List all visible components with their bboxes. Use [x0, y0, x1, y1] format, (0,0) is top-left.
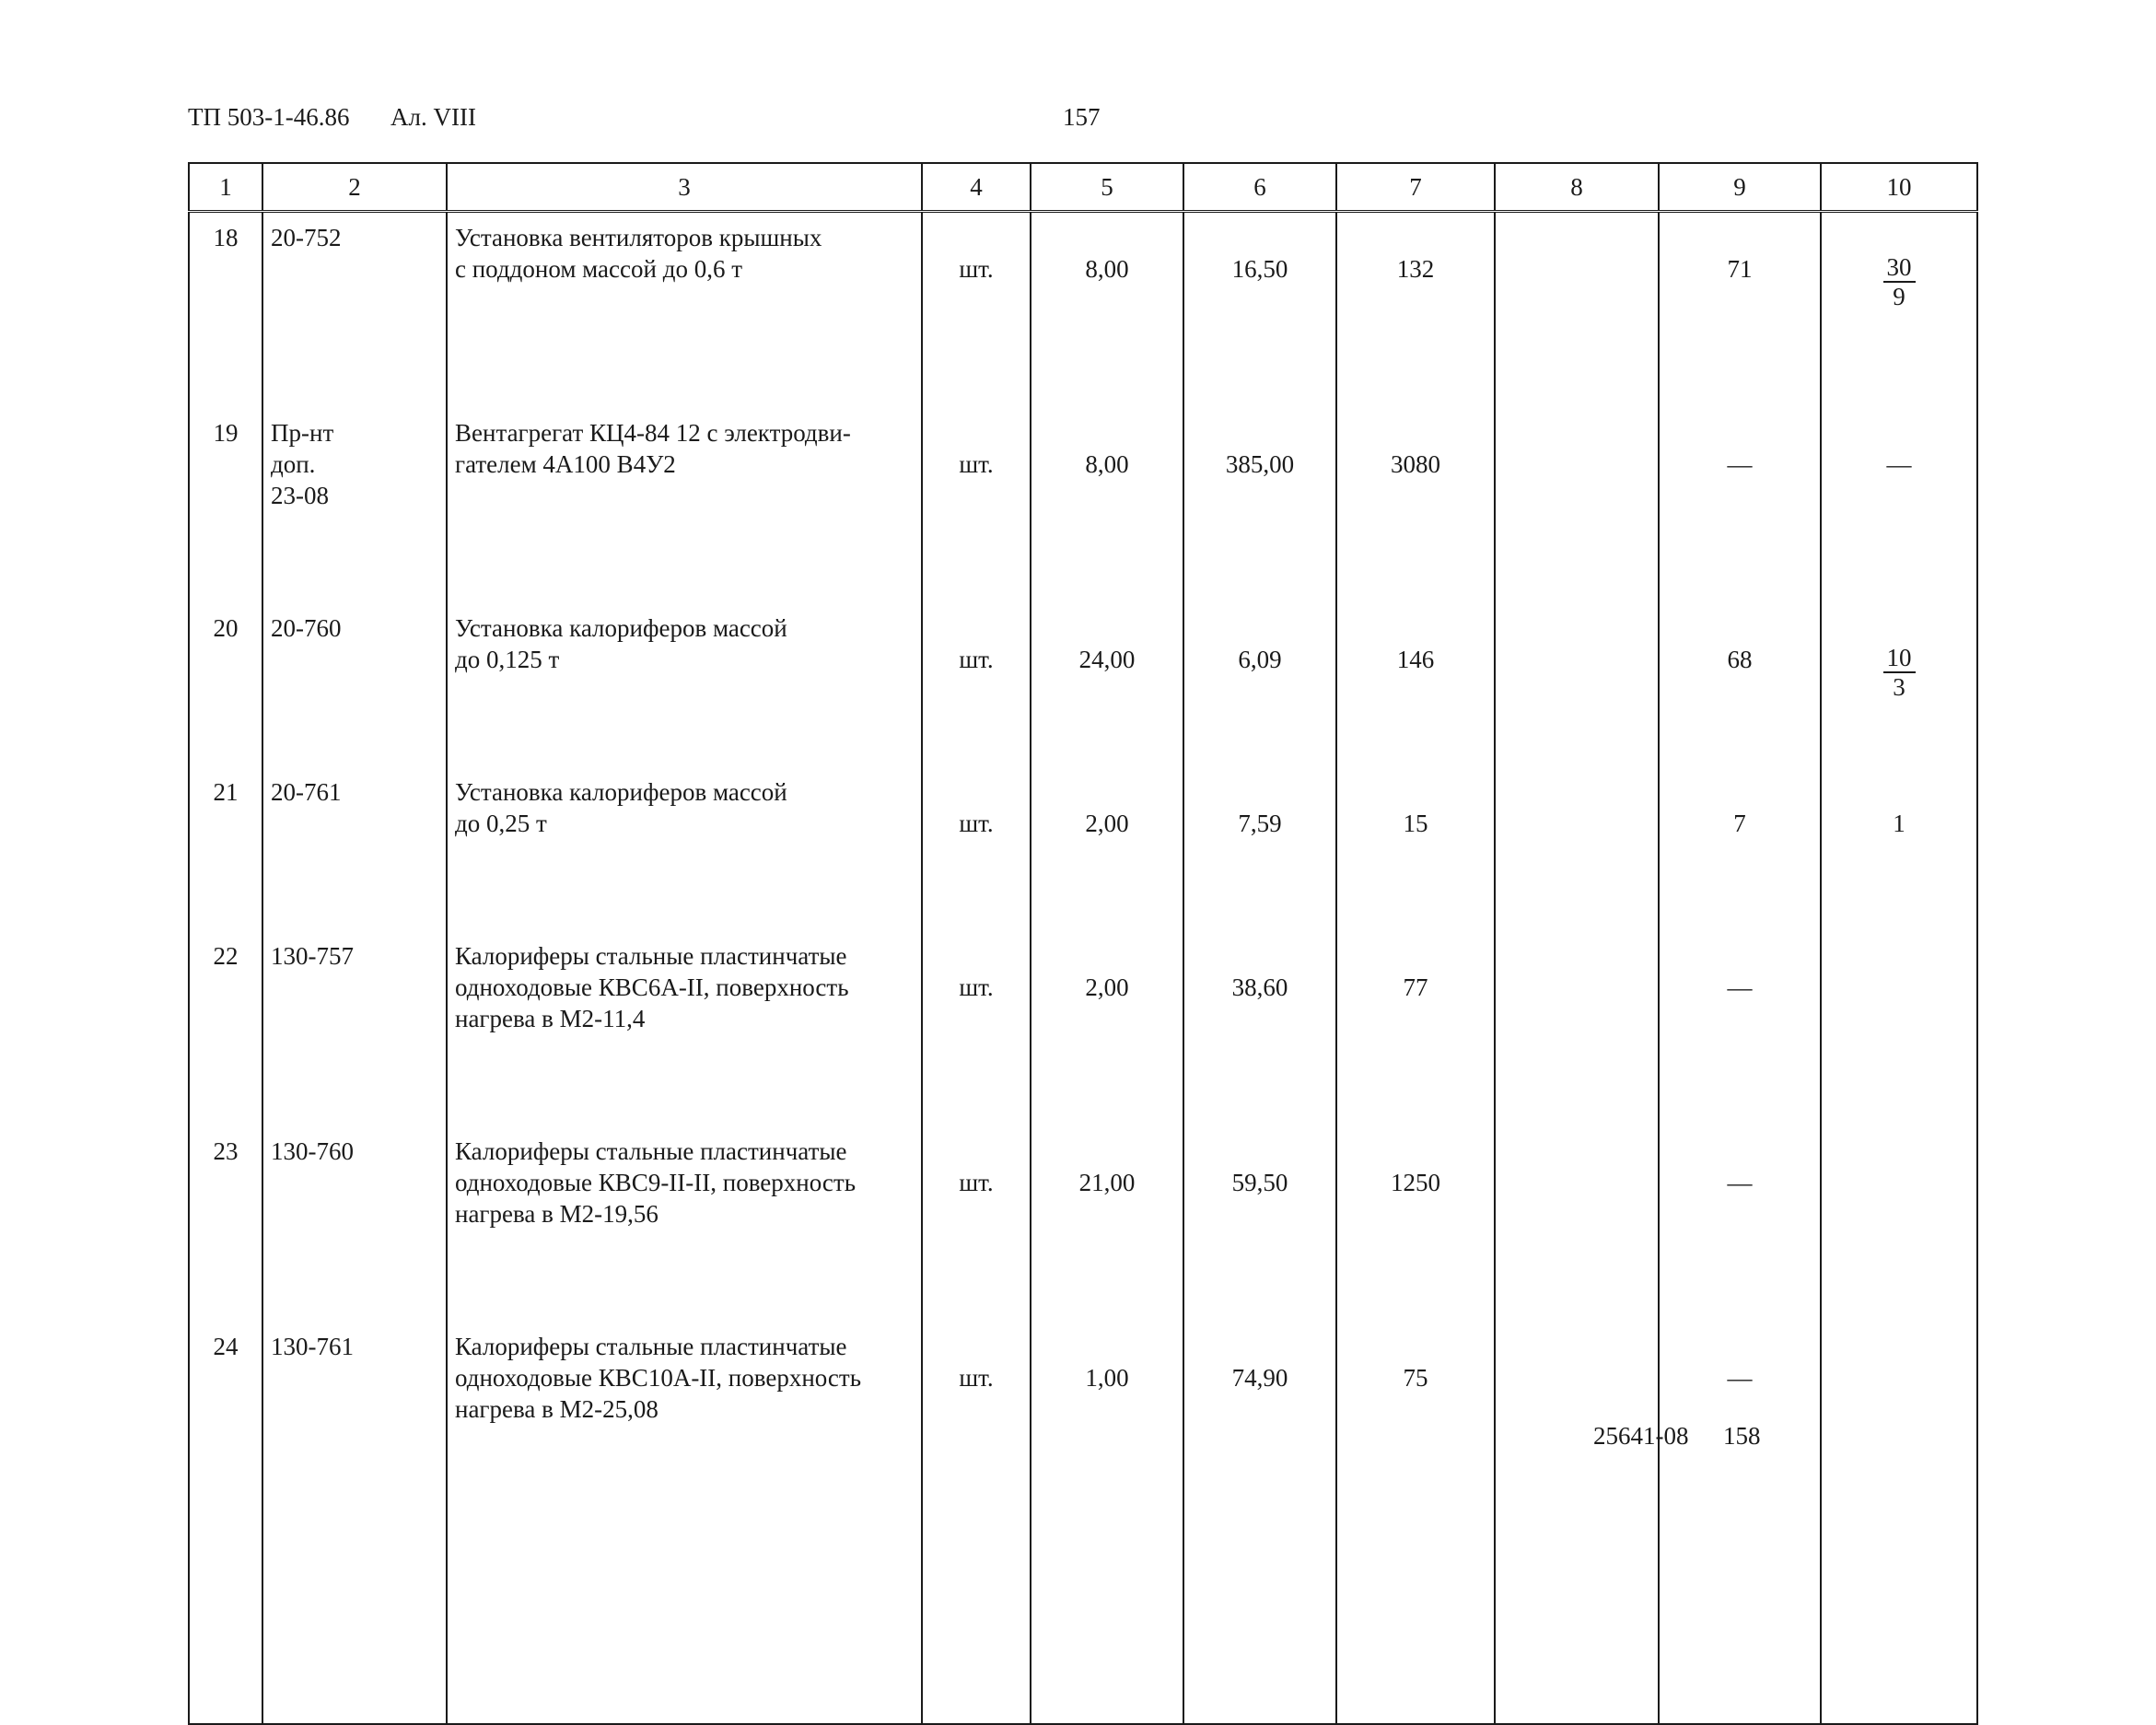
quantity: 2,00 [1085, 973, 1129, 1001]
table-row [189, 767, 1977, 931]
fraction [1883, 644, 1916, 701]
unit-cell [922, 1322, 1031, 1517]
row-number-cell [189, 212, 262, 409]
unit: шт. [959, 1364, 994, 1392]
unit-cell [922, 212, 1031, 409]
column-header: 3 [447, 163, 922, 212]
column-10-value: 1 [1893, 810, 1905, 837]
total: 146 [1396, 646, 1435, 673]
row-number: 20 [213, 614, 239, 642]
empty-cell [922, 1517, 1031, 1724]
quantity: 8,00 [1085, 255, 1129, 283]
column-header: 10 [1821, 163, 1977, 212]
empty-cell [1336, 1517, 1495, 1724]
unit-price-cell [1183, 1322, 1336, 1517]
description-line: Калориферы стальные пластинчатые [455, 942, 847, 970]
table-row [189, 603, 1977, 767]
quantity-cell [1031, 212, 1183, 409]
column-9-value: 71 [1727, 255, 1753, 283]
code-line: 20-752 [271, 224, 342, 251]
code-cell [262, 408, 447, 603]
table-row [189, 1322, 1977, 1517]
code-cell [262, 1126, 447, 1322]
column-header: 6 [1183, 163, 1336, 212]
code-line: 20-761 [271, 778, 342, 806]
description-cell [447, 408, 922, 603]
code-line: 130-761 [271, 1333, 354, 1360]
column-header: 8 [1495, 163, 1659, 212]
total: 3080 [1391, 450, 1440, 478]
description-line: нагрева в М2-25,08 [455, 1395, 658, 1423]
unit-price: 16,50 [1231, 255, 1288, 283]
total-cell [1336, 767, 1495, 931]
quantity: 8,00 [1085, 450, 1129, 478]
code-line: 20-760 [271, 614, 342, 642]
column-9-value: — [1727, 1169, 1753, 1196]
column-9-value: — [1727, 1364, 1753, 1392]
description-cell [447, 212, 922, 409]
quantity-cell [1031, 408, 1183, 603]
table-row [189, 931, 1977, 1126]
unit-price-cell [1183, 767, 1336, 931]
code-line: 23-08 [271, 482, 329, 509]
description-cell [447, 1322, 922, 1517]
empty-cell [1183, 1517, 1336, 1724]
unit-price-cell [1183, 408, 1336, 603]
total-cell [1336, 212, 1495, 409]
row-number: 23 [213, 1137, 239, 1165]
column-8-cell [1495, 767, 1659, 931]
code-cell [262, 212, 447, 409]
description-cell [447, 603, 922, 767]
column-8-cell [1495, 212, 1659, 409]
quantity-cell [1031, 931, 1183, 1126]
quantity: 2,00 [1085, 810, 1129, 837]
code-line: Пр-нт [271, 419, 334, 447]
empty-cell [1659, 1517, 1821, 1724]
row-number-cell [189, 767, 262, 931]
column-9-value: 7 [1733, 810, 1746, 837]
fraction-numerator: 30 [1883, 253, 1916, 283]
quantity: 1,00 [1085, 1364, 1129, 1392]
total: 132 [1396, 255, 1435, 283]
unit: шт. [959, 646, 994, 673]
column-8-cell [1495, 603, 1659, 767]
column-10-cell [1821, 1322, 1977, 1517]
column-header: 2 [262, 163, 447, 212]
unit-cell [922, 408, 1031, 603]
unit: шт. [959, 810, 994, 837]
row-number: 19 [213, 419, 239, 447]
column-9-cell [1659, 931, 1821, 1126]
total-cell [1336, 931, 1495, 1126]
column-9-cell [1659, 408, 1821, 603]
column-10-cell [1821, 767, 1977, 931]
empty-cell [447, 1517, 922, 1724]
quantity-cell [1031, 1126, 1183, 1322]
empty-cell [1495, 1517, 1659, 1724]
code-cell [262, 767, 447, 931]
unit: шт. [959, 255, 994, 283]
specification-table [188, 162, 1978, 1725]
code-cell [262, 603, 447, 767]
total-cell [1336, 1126, 1495, 1322]
code-cell [262, 1322, 447, 1517]
description-line: Установка вентиляторов крышных [455, 224, 822, 251]
column-header: 1 [189, 163, 262, 212]
column-header: 4 [922, 163, 1031, 212]
column-8-cell [1495, 408, 1659, 603]
row-number: 24 [213, 1333, 239, 1360]
unit-cell [922, 1126, 1031, 1322]
description-line: Калориферы стальные пластинчатые [455, 1137, 847, 1165]
row-number-cell [189, 1126, 262, 1322]
empty-cell [1821, 1517, 1977, 1724]
unit: шт. [959, 1169, 994, 1196]
total: 75 [1403, 1364, 1428, 1392]
description-line: одноходовые КВС10А-II, поверхность [455, 1364, 862, 1392]
row-number-cell [189, 408, 262, 603]
column-9-cell [1659, 603, 1821, 767]
unit-price: 59,50 [1231, 1169, 1288, 1196]
description-line: гателем 4А100 В4У2 [455, 450, 676, 478]
row-number: 22 [213, 942, 239, 970]
unit-cell [922, 931, 1031, 1126]
description-line: до 0,25 т [455, 810, 547, 837]
column-9-value: — [1727, 973, 1753, 1001]
column-8-cell [1495, 1126, 1659, 1322]
empty-cell [189, 1517, 262, 1724]
column-10-cell [1821, 1126, 1977, 1322]
unit-price: 7,59 [1238, 810, 1282, 837]
column-8-cell [1495, 1322, 1659, 1517]
total: 1250 [1391, 1169, 1440, 1196]
row-number-cell [189, 603, 262, 767]
quantity: 24,00 [1078, 646, 1136, 673]
total: 15 [1403, 810, 1428, 837]
total: 77 [1403, 973, 1428, 1001]
column-9-cell [1659, 1322, 1821, 1517]
description-line: одноходовые КВС9-II-II, поверхность [455, 1169, 857, 1196]
code-line: доп. [271, 450, 316, 478]
unit: шт. [959, 973, 994, 1001]
column-9-value: 68 [1727, 646, 1753, 673]
unit-cell [922, 603, 1031, 767]
unit-price-cell [1183, 1126, 1336, 1322]
description-line: с поддоном массой до 0,6 т [455, 255, 742, 283]
description-line: до 0,125 т [455, 646, 560, 673]
code-cell [262, 931, 447, 1126]
unit-cell [922, 767, 1031, 931]
description-line: Калориферы стальные пластинчатые [455, 1333, 847, 1360]
album-number: Ал. VIII [390, 103, 476, 131]
row-number: 21 [213, 778, 239, 806]
description-cell [447, 767, 922, 931]
description-line: Установка калориферов массой [455, 778, 787, 806]
fraction-denominator: 3 [1893, 673, 1905, 701]
document-code: ТП 503-1-46.86 [188, 103, 350, 131]
quantity-cell [1031, 603, 1183, 767]
column-9-cell [1659, 212, 1821, 409]
column-header: 5 [1031, 163, 1183, 212]
total-cell [1336, 408, 1495, 603]
column-10-cell [1821, 603, 1977, 767]
description-line: Вентагрегат КЦ4-84 12 с электродви- [455, 419, 851, 447]
sheet-code: 25641-08 [1593, 1422, 1689, 1450]
fraction-numerator: 10 [1883, 644, 1916, 673]
column-10-cell [1821, 931, 1977, 1126]
quantity-cell [1031, 1322, 1183, 1517]
page-number: 157 [1063, 103, 1101, 131]
column-10-value: — [1886, 450, 1912, 478]
table-row [189, 212, 1977, 409]
row-number: 18 [213, 224, 239, 251]
column-9-value: — [1727, 450, 1753, 478]
unit-price-cell [1183, 603, 1336, 767]
quantity: 21,00 [1078, 1169, 1136, 1196]
unit-price: 385,00 [1225, 450, 1295, 478]
unit-price-cell [1183, 931, 1336, 1126]
total-cell [1336, 1322, 1495, 1517]
unit-price: 74,90 [1231, 1364, 1288, 1392]
table-row [189, 1126, 1977, 1322]
column-header: 9 [1659, 163, 1821, 212]
description-line: одноходовые КВС6А-II, поверхность [455, 973, 849, 1001]
total-cell [1336, 603, 1495, 767]
column-header: 7 [1336, 163, 1495, 212]
code-line: 130-760 [271, 1137, 354, 1165]
description-line: нагрева в М2-19,56 [455, 1200, 658, 1228]
description-cell [447, 931, 922, 1126]
unit-price: 6,09 [1238, 646, 1282, 673]
column-10-cell [1821, 408, 1977, 603]
column-number-row [189, 163, 1977, 212]
row-number-cell [189, 931, 262, 1126]
unit-price: 38,60 [1231, 973, 1288, 1001]
empty-cell [1031, 1517, 1183, 1724]
fraction-denominator: 9 [1893, 283, 1905, 310]
column-9-cell [1659, 1126, 1821, 1322]
table-row [189, 408, 1977, 603]
description-cell [447, 1126, 922, 1322]
unit: шт. [959, 450, 994, 478]
column-8-cell [1495, 931, 1659, 1126]
empty-cell [262, 1517, 447, 1724]
unit-price-cell [1183, 212, 1336, 409]
code-line: 130-757 [271, 942, 354, 970]
quantity-cell [1031, 767, 1183, 931]
row-number-cell [189, 1322, 262, 1517]
column-9-cell [1659, 767, 1821, 931]
description-line: нагрева в М2-11,4 [455, 1005, 646, 1032]
description-line: Установка калориферов массой [455, 614, 787, 642]
column-10-cell [1821, 212, 1977, 409]
fraction [1883, 253, 1916, 310]
empty-filler-row [189, 1517, 1977, 1724]
sheet-page-number: 158 [1723, 1422, 1761, 1450]
